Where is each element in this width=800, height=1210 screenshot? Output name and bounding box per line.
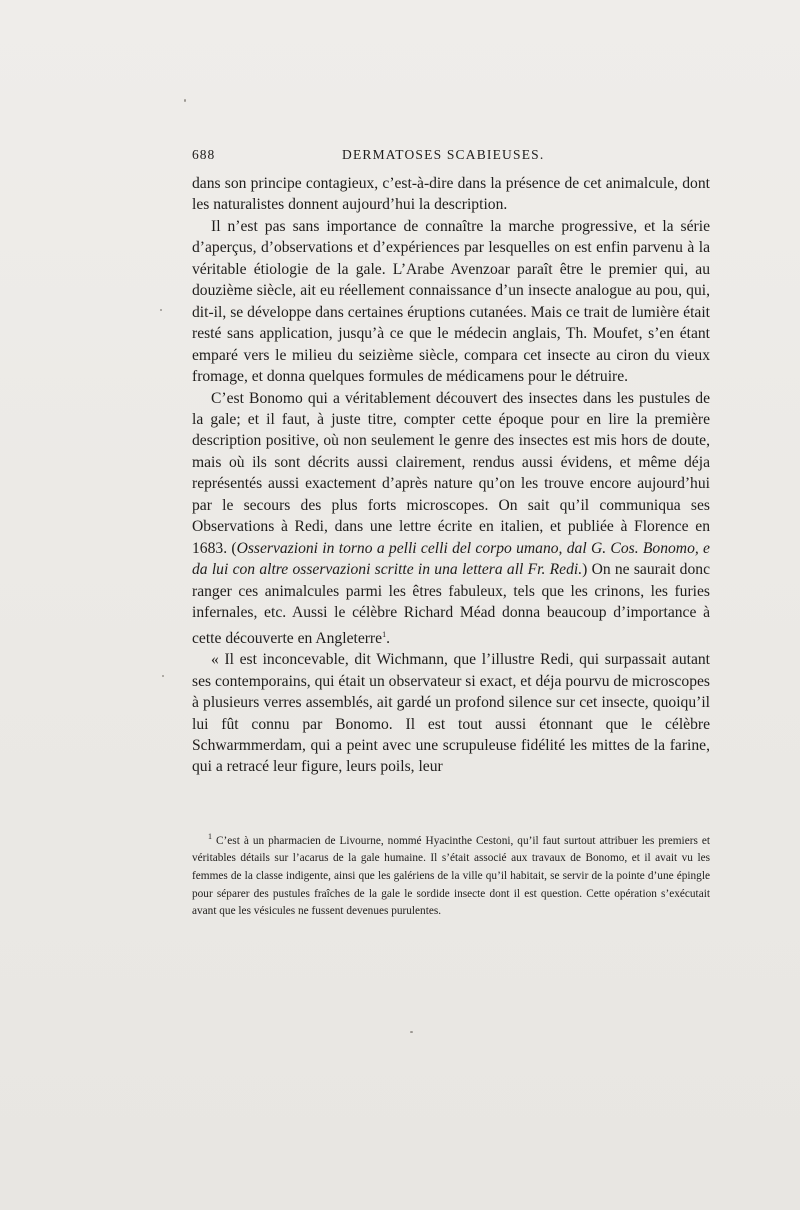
paragraph-3-text-end: ) On ne saurait donc ranger ces animalcules parmi les êtres fabuleux, tels que les crinons, les furies infernales, etc. Aussi le célèbre Richard Méad donna beaucoup d’importance à cette découverte en Angleterre	[192, 561, 710, 647]
paragraph-2: Il n’est pas sans importance de connaître la marche progressive, et la série d’aperçus, d’observations et d’expériences par lesquelles on est enfin parvenu à la véritable étiologie de la gale. L’Arabe Avenzoar paraît être le premier qui, au douzième siècle, ait eu réellement connaissance d’un insecte analogue au pou, qui, dit-il, se développe dans certaines éruptions cutanées. Mais ce trait de lumière était resté sans application, jusqu’à ce que le médecin anglais, Th. Moufet, s’en étant emparé vers le milieu du seizième siècle, compara cet insecte au ciron du vieux fromage, et donna quelques formules de médicamens pour le détruire.	[192, 217, 710, 386]
footnote-1	[192, 828, 710, 921]
paper-speck	[410, 1031, 413, 1033]
footnote-mark: 1	[208, 832, 212, 841]
main-text	[192, 173, 710, 778]
paragraph-4: « Il est inconcevable, dit Wichmann, que l’illustre Redi, qui surpassait autant ses contemporains, qui était un observateur si exact, et déja pourvu de microscopes à plusieurs verres assemblés, ait gardé un profond silence sur cet insecte, quoiqu’il lui fût connu par Bonomo. Il est tout aussi étonnant que le célèbre Schwarmmerdam, qui a peint avec une scrupuleuse fidélité les mittes de la farine, qui a retracé leur figure, leurs poils, leur	[192, 651, 710, 776]
paragraph-3	[192, 388, 710, 650]
footnote-text: C’est à un pharmacien de Livourne, nommé Hyacinthe Cestoni, qu’il faut surtout attribuer les premiers et véritables détails sur l’acarus de la gale humaine. Il s’était associé aux travaux de Bonomo, et il avait vu les femmes de la classe indigente, ainsi que les galériens de la ville qu’il habitait, se servir de la pointe d’une épingle pour séparer des pustules fraîches de la gale le sordide insecte dont il est question. Cette opération s’exécutait avant que les vésicules ne fussent devenues purulentes.	[192, 834, 711, 918]
paper-speck	[184, 99, 186, 102]
paper-speck	[160, 309, 162, 311]
running-title: DERMATOSES SCABIEUSES.	[342, 147, 545, 162]
paragraph-1: dans son principe contagieux, c’est-à-dire dans la présence de cet animalcule, dont les naturalistes donnent aujourd’hui la description.	[192, 175, 710, 214]
paragraph-3-text-start: C’est Bonomo qui a véritablement découvert des insectes dans les pustules de la gale; et il faut, à juste titre, compter cette époque pour en lire la première description positive, où non seulement le genre des insectes est mis hors de doute, mais où ils sont décrits aussi clairement, rendus aussi évidens, et même déja représentés aussi exactement d’après nature qu’on les trouve encore aujourd’hui par le secours des plus forts microscopes. On sait qu’il communiqua ses Observations à Redi, dans une lettre écrite en italien, et publiée à Florence en 1683. (	[192, 389, 710, 557]
footnotes	[192, 828, 710, 921]
italian-title-citation: Osservazioni in torno a pelli celli del corpo umano, dal G. Cos. Bonomo, e da lui con altre osservazioni scritte in una lettera all Fr. Redi.	[192, 539, 710, 579]
paragraph-3-tail: .	[386, 629, 390, 647]
footnote-reference: 1	[382, 629, 387, 639]
paper-speck	[162, 675, 164, 677]
page-header	[192, 147, 712, 167]
page-number: 688	[192, 147, 216, 162]
